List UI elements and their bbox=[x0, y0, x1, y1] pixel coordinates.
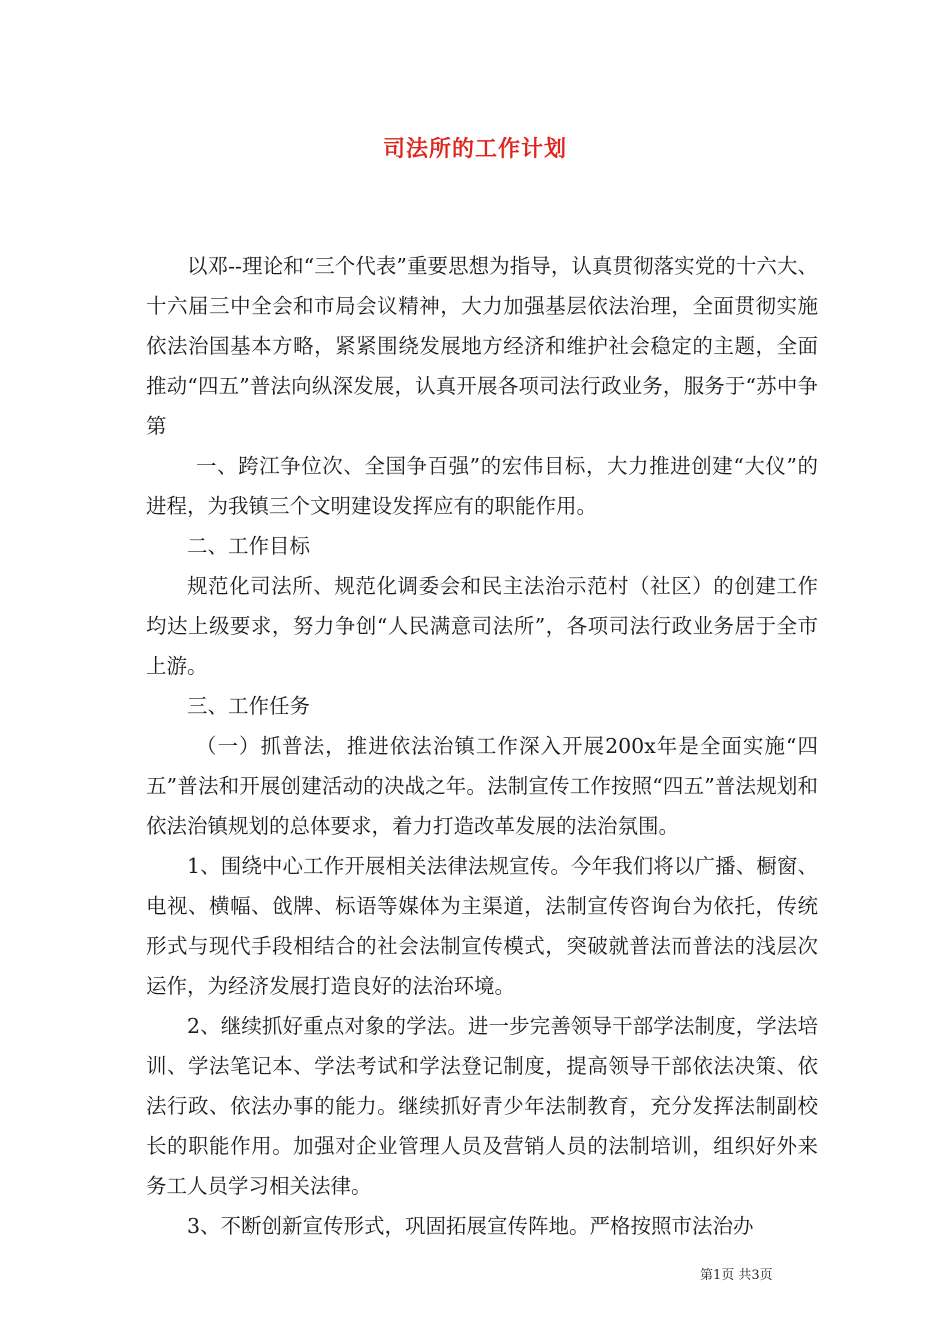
heading-work-tasks: 三、工作任务 bbox=[187, 694, 310, 718]
paragraph-task-legal-education: （一）抓普法，推进依法治镇工作深入开展200x年是全面实施“四五”普法和开展创建活动的决战之年。法制宣传工作按照“四五”普法规划和依法治镇规划的总体要求，着力打造改革发展的法治氛围。 bbox=[146, 734, 818, 838]
heading-work-goals: 二、工作目标 bbox=[187, 534, 310, 558]
paragraph-item-3: 3、不断创新宣传形式，巩固拓展宣传阵地。严格按照市法治办 bbox=[187, 1214, 754, 1238]
paragraph-guiding-principles: 以邓--理论和“三个代表”重要思想为指导，认真贯彻落实党的十六大、十六届三中全会和市局会议精神，大力加强基层依法治理，全面贯彻实施依法治国基本方略，紧紧围绕发展地方经济和维护社会稳定的主题，全面推动“四五”普法向纵深发展，认真开展各项司法行政业务，服务于“苏中争第 bbox=[146, 254, 818, 438]
document-body bbox=[146, 246, 818, 1246]
paragraph-work-goals: 规范化司法所、规范化调委会和民主法治示范村（社区）的创建工作均达上级要求，努力争创“人民满意司法所”，各项司法行政业务居于全市上游。 bbox=[146, 574, 818, 678]
page-number-footer: 第1页 共3页 bbox=[700, 1268, 773, 1283]
paragraph-item-1: 1、围绕中心工作开展相关法律法规宣传。今年我们将以广播、橱窗、电视、横幅、戗牌、标语等媒体为主渠道，法制宣传咨询台为依托，传统形式与现代手段相结合的社会法制宣传模式，突破就普法而普法的浅层次运作，为经济发展打造良好的法治环境。 bbox=[146, 854, 818, 998]
document-title: 司法所的工作计划 bbox=[382, 137, 567, 162]
paragraph-item-2: 2、继续抓好重点对象的学法。进一步完善领导干部学法制度，学法培训、学法笔记本、学法考试和学法登记制度，提高领导干部依法决策、依法行政、依法办事的能力。继续抓好青少年法制教育，充分发挥法制副校长的职能作用。加强对企业管理人员及营销人员的法制培训，组织好外来务工人员学习相关法律。 bbox=[146, 1014, 818, 1198]
paragraph-goal-continuation: 一、跨江争位次、全国争百强”的宏伟目标，大力推进创建“大仪”的进程，为我镇三个文明建设发挥应有的职能作用。 bbox=[146, 454, 818, 518]
